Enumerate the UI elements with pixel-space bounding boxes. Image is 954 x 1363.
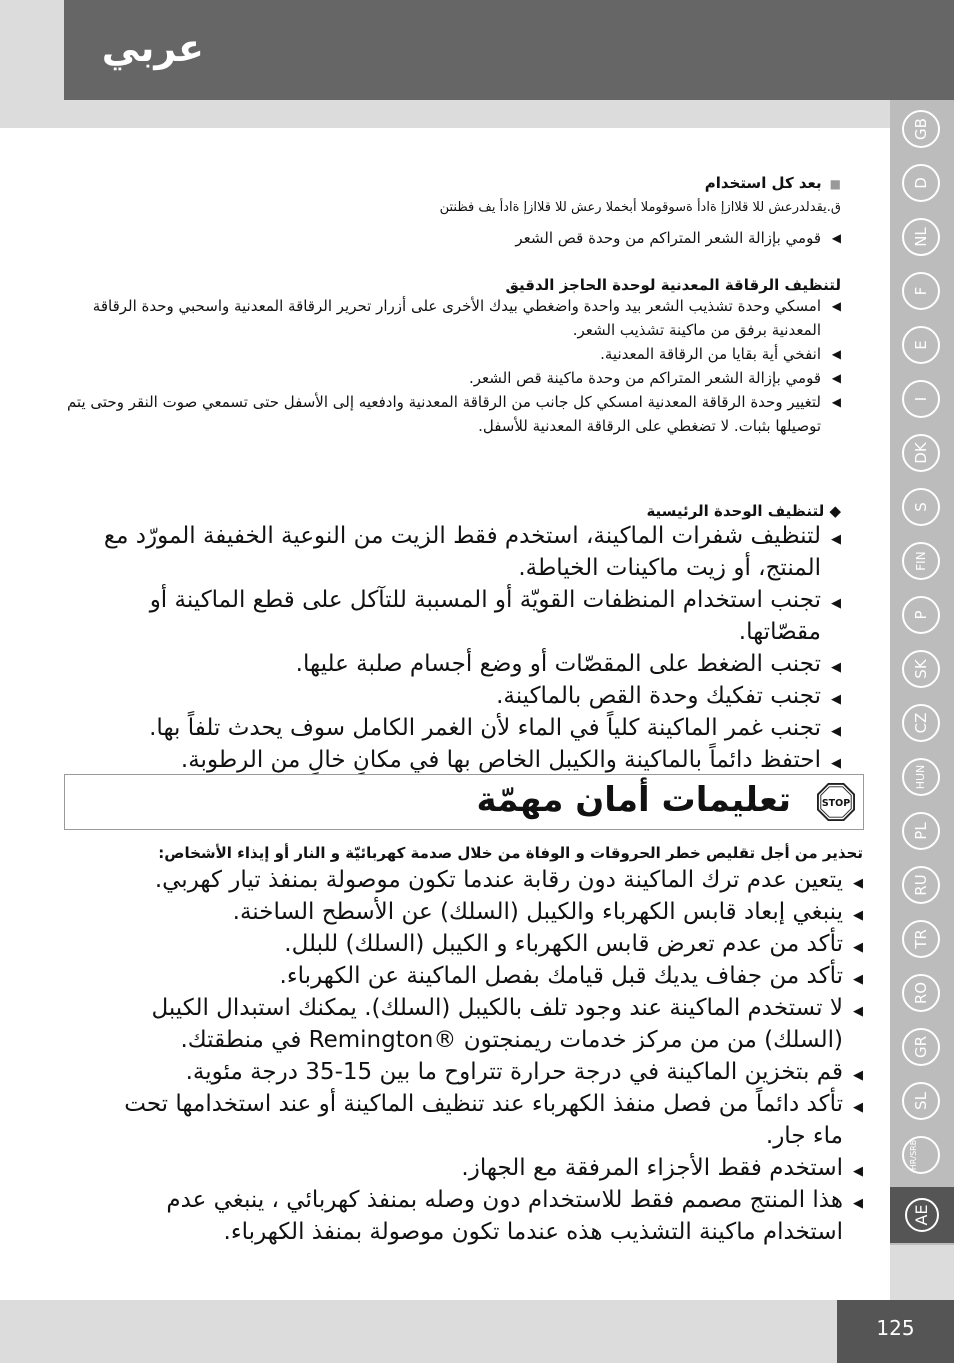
tab-s[interactable]: S [902, 488, 940, 526]
tab-ru[interactable]: RU [902, 866, 940, 904]
diamond-bullet-icon: ◆ [824, 502, 841, 520]
clean-main-item: ◀ تجنب الضغط على المقصّات أو وضع أجسام صلبة عليها. [63, 648, 841, 680]
safety-item: ◀ تأكد من جفاف يديك قبل قيامك بفصل الماكينة عن الكهرباء. [87, 960, 863, 992]
clean-foil-item: ◀ قومي بإزالة الشعر المتراكم من وحدة ماكينة قص الشعر. [63, 366, 841, 390]
safety-item: ◀ استخدم فقط الأجزاء المرفقة مع الجهاز. [87, 1152, 863, 1184]
safety-item: ◀ ينبغي إبعاد قابس الكهرباء والكيبل (السلك) عن الأسطح الساخنة. [87, 896, 863, 928]
header-band [64, 0, 954, 100]
tab-dk[interactable]: DK [902, 434, 940, 472]
clean-foil-item: ◀ امسكي وحدة تشذيب الشعر بيد واحدة واضغطي بيدك الأخرى على أزرار تحرير الرقاقة المعدنية واسحبي وحدة الرقاقة المعدنية برفق من ماكينة تشذيب الشعر. [63, 294, 841, 342]
safety-item: ◀ تأكد دائماً من فصل منفذ الكهرباء عند تنظيف الماكينة أو عند استخدامها تحت ماء جار. [87, 1088, 863, 1152]
tab-cz[interactable]: CZ [902, 704, 940, 742]
language-tabs [890, 100, 954, 1245]
tab-sl[interactable]: SL [902, 1082, 940, 1120]
safety-item: ◀ هذا المنتج مصمم فقط للاستخدام دون وصله بمنفذ كهربائي ، ينبغي عدم استخدام ماكينة التشذيب هذه عندما تكون موصولة بمنفذ الكهرباء. [87, 1184, 863, 1248]
tab-gb[interactable]: GB [902, 110, 940, 148]
after-each-use-item: ◀ قومي بإزالة الشعر المتراكم من وحدة قص الشعر [81, 226, 841, 250]
clean-main-item: ◀ احتفظ دائماً بالماكينة والكيبل الخاص بها في مكانٍ خالٍ من الرطوبة. [63, 744, 841, 776]
clean-foil-item: ◀ انفخي أية بقايا من الرقاقة المعدنية. [63, 342, 841, 366]
safety-item: ◀ يتعين عدم ترك الماكينة دون رقابة عندما تكون موصولة بمنفذ تيار كهربي. [87, 864, 863, 896]
clean-main-item: ◀ تجنب غمر الماكينة كلياً في الماء لأن الغمر الكامل سوف يحدث تلفاً بها. [63, 712, 841, 744]
safety-title-box [64, 774, 864, 830]
tab-nl[interactable]: NL [902, 218, 940, 256]
clean-foil-item: ◀ لتغيير وحدة الرقاقة المعدنية امسكي كل جانب من الرقاقة المعدنية وادفعيه إلى الأسفل حتى تسمعي صوت النقر وحتى يتم توصيلها بثبات. لا تضغطي على الرقاقة المعدنية للأسفل. [63, 390, 841, 438]
safety-title: تعليمات أمان مهمّة [476, 780, 791, 820]
tab-tr[interactable]: TR [902, 920, 940, 958]
clean-main-item: ◀ لتنظيف شفرات الماكينة، استخدم فقط الزيت من النوعية الخفيفة المورّد مع المنتج، أو زيت ماكينات الخياطة. [63, 520, 841, 584]
clean-foil-section [63, 276, 841, 438]
safety-warning: تحذير من أجل تقليص خطر الحروقات و الوفاة من خلال صدمة كهربائيّة و النار أو إيذاء الأشخاص: [158, 844, 863, 862]
tab-ro[interactable]: RO [902, 974, 940, 1012]
safety-item: ◀ قم بتخزين الماكينة في درجة حرارة تتراوح ما بين 15-35 درجة مئوية. [87, 1056, 863, 1088]
tab-fin[interactable]: FIN [902, 542, 940, 580]
tab-pl[interactable]: PL [902, 812, 940, 850]
tab-sk[interactable]: SK [902, 650, 940, 688]
clean-foil-heading: لتنظيف الرقاقة المعدنية لوحدة الحاجز الدقيق [505, 276, 841, 294]
tab-i[interactable]: I [902, 380, 940, 418]
stop-sign-icon [817, 783, 855, 821]
tab-ae-label: AE [905, 1198, 939, 1232]
clean-main-section [63, 502, 841, 776]
tab-p[interactable]: P [902, 596, 940, 634]
page-number-box [837, 1300, 954, 1363]
tab-f[interactable]: F [902, 272, 940, 310]
safety-section [65, 842, 863, 1248]
clean-main-heading [63, 502, 841, 520]
tab-hr-srb[interactable]: HR/SRB [902, 1136, 940, 1174]
tab-ae[interactable] [890, 1187, 954, 1243]
tab-gr[interactable]: GR [902, 1028, 940, 1066]
after-each-use-heading: ■ بعد كل استخدام [81, 174, 841, 192]
language-title: عربي [101, 26, 204, 70]
tab-hun[interactable]: HUN [902, 758, 940, 796]
stop-sign-label: STOP [821, 797, 851, 809]
clean-main-heading-text: لتنظيف الوحدة الرئيسية [646, 502, 825, 520]
clean-main-item: ◀ تجنب استخدام المنظفات القويّة أو المسببة للتآكل على قطع الماكينة أو مقصّاتها. [63, 584, 841, 648]
safety-item: ◀ لا تستخدم الماكينة عند وجود تلف بالكيبل (السلك). يمكنك استبدال الكيبل (السلك) من من مركز خدمات ريمنجتون ®Remington في منطقتك. [87, 992, 863, 1056]
after-each-use-note: ق.يقدلدرعش للا قلاازإ ةادأ ةسوقوملا أبخملا رعش للا قلاازإ ةادأ يف فظنتن [439, 200, 841, 215]
clean-main-item: ◀ تجنب تفكيك وحدة القص بالماكينة. [63, 680, 841, 712]
after-each-use-section [81, 174, 841, 250]
tab-e[interactable]: E [902, 326, 940, 364]
safety-item: ◀ تأكد من عدم تعرض قابس الكهرباء و الكيبل (السلك) للبلل. [87, 928, 863, 960]
page-number: 125 [876, 1316, 915, 1340]
tab-d[interactable]: D [902, 164, 940, 202]
